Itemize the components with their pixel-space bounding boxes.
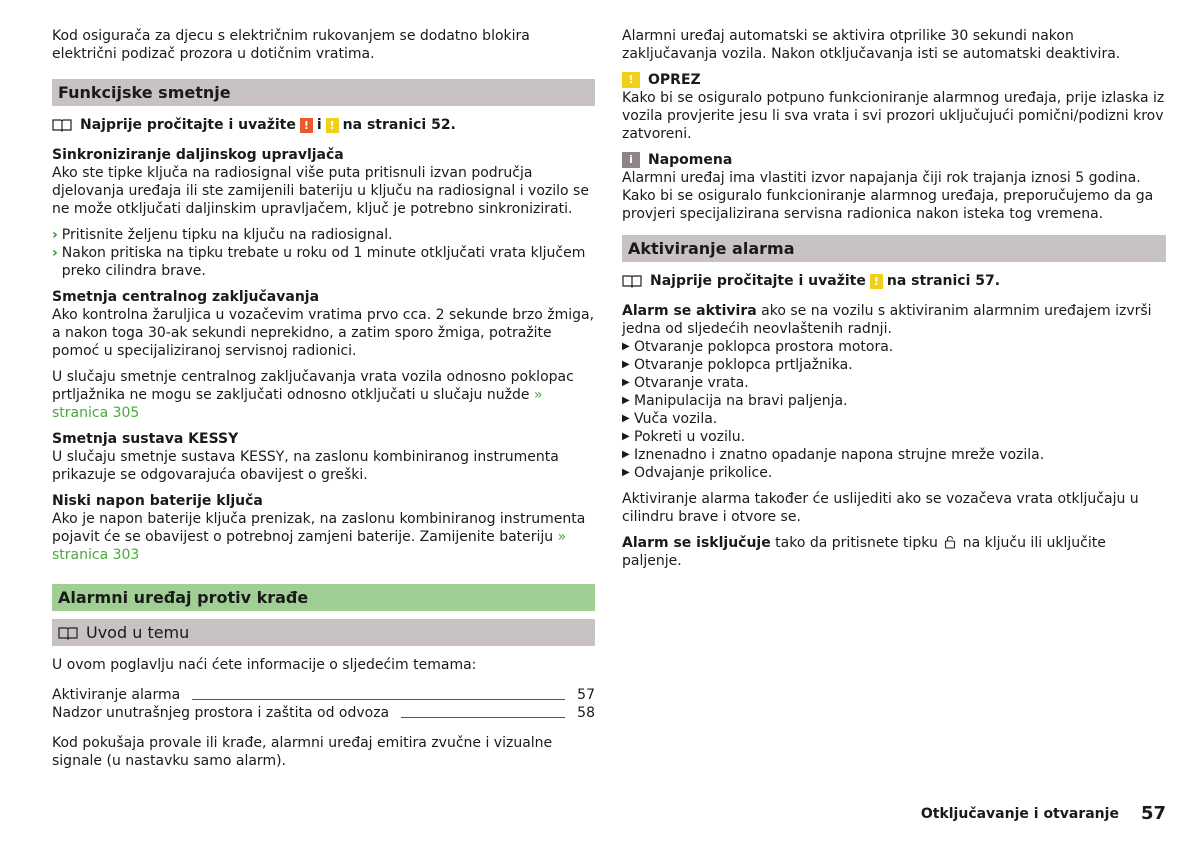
toc-page: 58: [577, 705, 595, 721]
action-text: Otvaranje poklopca prostora motora.: [634, 339, 894, 355]
section-title-malfunctions: Funkcijske smetnje: [52, 79, 595, 106]
bullet-triangle-icon: ▶: [622, 341, 630, 352]
intro-lead: U ovom poglavlju naći ćete informacije o sljedećim temama:: [52, 657, 477, 673]
caution-icon: !: [622, 72, 640, 88]
action-text: Otvaranje poklopca prtljažnika.: [634, 357, 853, 373]
section-title-activation: Aktiviranje alarma: [622, 235, 1166, 262]
also-paragraph: Aktiviranje alarma također će uslijediti ako se vozačeva vrata otključaju u cilindru brave i otvore se.: [622, 491, 1139, 525]
reference-connector: i: [316, 117, 322, 133]
action-text: Odvajanje prikolice.: [634, 465, 773, 481]
book-icon: [622, 274, 642, 288]
list-item: [622, 446, 1166, 464]
bullet-triangle-icon: ▶: [622, 467, 630, 478]
list-item: [622, 464, 1166, 482]
book-icon: [58, 626, 78, 640]
bullet-triangle-icon: ▶: [622, 359, 630, 370]
book-icon: [52, 118, 72, 132]
page-number: 57: [1140, 803, 1166, 824]
intro-title: Uvod u temu: [86, 623, 190, 642]
step-arrow-icon: ›: [52, 227, 58, 243]
deactivation-paragraph: [622, 534, 1166, 570]
activation-paragraph: [622, 302, 1166, 338]
read-first-reference: [52, 116, 595, 134]
sync-steps: [52, 226, 595, 280]
chapter-title: Otključavanje i otvaranje: [920, 806, 1119, 822]
toc-row[interactable]: [52, 686, 595, 704]
action-text: Vuča vozila.: [634, 411, 718, 427]
central-paragraph-2: [52, 368, 595, 422]
toc-row[interactable]: [52, 704, 595, 722]
left-column: [52, 27, 595, 778]
subheading-kessy: Smetnja sustava KESSY: [52, 431, 239, 447]
reference-prefix: Najprije pročitajte i uvažite: [80, 117, 296, 133]
list-item: [622, 428, 1166, 446]
caution-icon[interactable]: !: [870, 274, 883, 289]
warning-icon[interactable]: !: [300, 118, 313, 133]
auto-activation-paragraph: Alarmni uređaj automatski se aktivira otprilike 30 sekundi nakon zaključavanja vozila. Nakon otključavanja isti se automatski deaktivira.: [622, 28, 1121, 62]
deactivation-text-2: na ključu ili uključite paljenje.: [622, 535, 1106, 569]
activation-text: ako se na vozilu s aktiviranim alarmnim uređajem izvrši jedna od sljedećih neovlaštenih radnji.: [622, 303, 1152, 337]
step-text: Pritisnite željenu tipku na ključu na radiosignal.: [61, 227, 393, 243]
note-heading: [622, 151, 1166, 169]
toc-page: 57: [577, 687, 595, 703]
step-text: Nakon pritiska na tipku trebate u roku od 1 minute otključati vrata ključem preko cilindra brave.: [61, 245, 586, 279]
activation-bold: Alarm se aktivira: [622, 303, 757, 319]
toc-label: Aktiviranje alarma: [52, 687, 181, 703]
reference-page: na stranici 57.: [886, 273, 1001, 289]
bullet-triangle-icon: ▶: [622, 449, 630, 460]
deactivation-text-1: tako da pritisnete tipku: [775, 535, 938, 551]
list-item: [622, 338, 1166, 356]
list-item: [52, 226, 595, 244]
note-title: Napomena: [648, 152, 733, 168]
subheading-central-locking: Smetnja centralnog zaključavanja: [52, 289, 320, 305]
page-link-303[interactable]: » stranica 303: [52, 529, 567, 563]
intro-paragraph: Kod osigurača za djecu s električnim rukovanjem se dodatno blokira električni podizač prozora u dotičnim vratima.: [52, 28, 530, 62]
caution-heading: [622, 71, 1166, 89]
action-text: Otvaranje vrata.: [634, 375, 749, 391]
bullet-triangle-icon: ▶: [622, 431, 630, 442]
reference-prefix: Najprije pročitajte i uvažite: [650, 273, 866, 289]
action-text: Pokreti u vozilu.: [634, 429, 746, 445]
caution-paragraph: Kako bi se osiguralo potpuno funkcioniranje alarmnog uređaja, prije izlaska iz vozila provjerite jesu li sva vrata i svi prozori uključujući pomični/podizni krov zatvoreni.: [622, 90, 1165, 142]
step-arrow-icon: ›: [52, 245, 58, 261]
caution-title: OPREZ: [648, 72, 701, 88]
note-paragraph: Alarmni uređaj ima vlastiti izvor napajanja čiji rok trajanja iznosi 5 godina. Kako bi se osiguralo funkcioniranje alarmnog uređaja, preporučujemo da ga provjeri specijalizirana servisna radionica nakon isteka tog vremena.: [622, 170, 1154, 222]
actions-list: [622, 338, 1166, 482]
list-item: [52, 244, 595, 280]
intro-heading: [52, 619, 595, 646]
bullet-triangle-icon: ▶: [622, 413, 630, 424]
bullet-triangle-icon: ▶: [622, 377, 630, 388]
toc-leader: [401, 717, 565, 718]
read-first-reference: [622, 272, 1166, 290]
section-title-alarm: Alarmni uređaj protiv krađe: [52, 584, 595, 611]
page-link-305[interactable]: » stranica 305: [52, 387, 543, 421]
page-footer: [921, 805, 1166, 823]
battery-text: Ako je napon baterije ključa prenizak, na zaslonu kombiniranog instrumenta pojavit će se obavijest o potrebnoj zamjeni baterije. Zamijenite bateriju: [52, 511, 586, 545]
closing-paragraph: Kod pokušaja provale ili krađe, alarmni uređaj emitira zvučne i vizualne signale (u nastavku samo alarm).: [52, 735, 553, 769]
caution-icon[interactable]: !: [326, 118, 339, 133]
subheading-battery: Niski napon baterije ključa: [52, 493, 263, 509]
info-icon: i: [622, 152, 640, 168]
list-item: [622, 374, 1166, 392]
bullet-triangle-icon: ▶: [622, 395, 630, 406]
right-column: [622, 27, 1166, 578]
deactivation-bold: Alarm se isključuje: [622, 535, 771, 551]
battery-paragraph: [52, 510, 595, 564]
list-item: [622, 356, 1166, 374]
list-item: [622, 410, 1166, 428]
action-text: Iznenadno i znatno opadanje napona strujne mreže vozila.: [634, 447, 1045, 463]
central-paragraph: Ako kontrolna žaruljica u vozačevim vratima prvo cca. 2 sekunde brzo žmiga, a nakon toga 30-ak sekundi neprekidno, a zatim sporo žmiga, potražite pomoć u specijaliziranoj servisnoj radionici.: [52, 307, 595, 359]
action-text: Manipulacija na bravi paljenja.: [634, 393, 848, 409]
reference-page: na stranici 52.: [342, 117, 456, 133]
central-text-2: U slučaju smetnje centralnog zaključavanja vrata vozila odnosno poklopac prtljažnika ne mogu se zaključati odnosno otključati u slučaju nužde: [52, 369, 574, 403]
sync-paragraph: Ako ste tipke ključa na radiosignal više puta pritisnuli izvan područja djelovanja uređaja ili ste zamijenili bateriju u ključu na radiosignal i vozilo se ne može otključati daljinskim upravljačem, ključ je potrebno sinkronizirati.: [52, 165, 589, 217]
toc-label: Nadzor unutrašnjeg prostora i zaštita od odvoza: [52, 705, 390, 721]
kessy-paragraph: U slučaju smetnje sustava KESSY, na zaslonu kombiniranog instrumenta prikazuje se odgovarajuća obavijest o greški.: [52, 449, 559, 483]
unlock-icon: [944, 535, 956, 549]
subheading-sync: Sinkroniziranje daljinskog upravljača: [52, 147, 344, 163]
toc-leader: [192, 699, 565, 700]
list-item: [622, 392, 1166, 410]
